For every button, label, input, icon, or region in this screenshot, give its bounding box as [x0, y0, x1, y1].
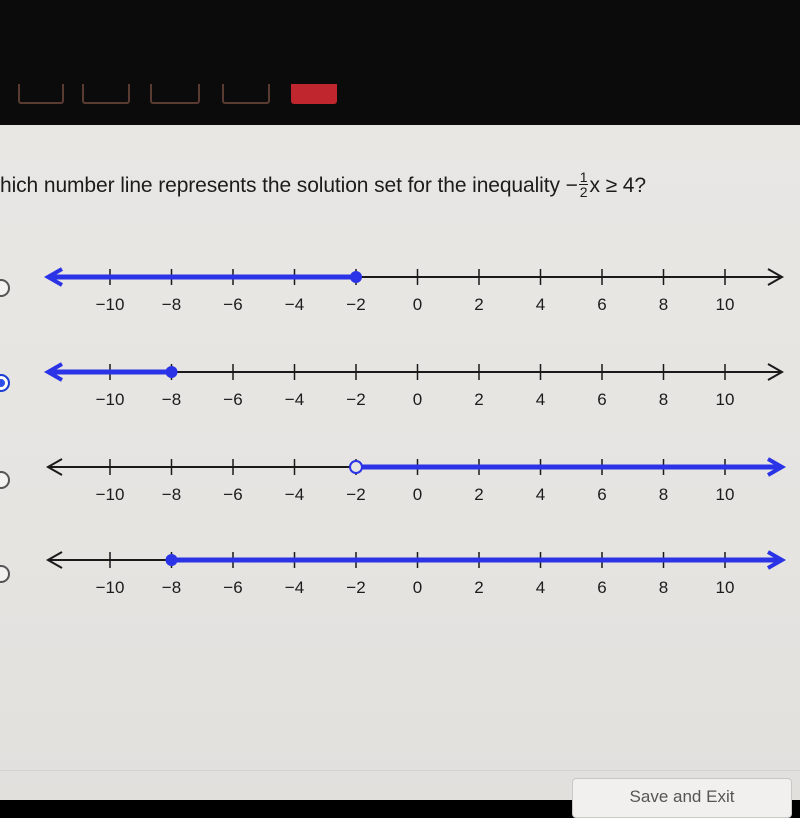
tick-label: 8 [658, 390, 669, 409]
fraction-denominator: 2 [579, 184, 588, 200]
option-b-number-line[interactable] [0, 350, 800, 430]
progress-step-3[interactable] [150, 84, 200, 104]
tick-label: −8 [161, 295, 182, 314]
question-text [0, 169, 646, 201]
endpoint-dot [350, 271, 362, 283]
tick-label: −4 [284, 485, 305, 504]
option-d-number-line[interactable] [0, 538, 800, 618]
tick-label: 10 [715, 390, 735, 409]
tick-label: 0 [412, 295, 423, 314]
tick-label: 2 [474, 390, 484, 409]
tick-label: 0 [412, 390, 423, 409]
tick-label: 10 [715, 578, 735, 597]
endpoint-dot [350, 461, 362, 473]
tick-label: −4 [284, 390, 305, 409]
tick-label: −2 [346, 295, 366, 314]
endpoint-dot [166, 554, 178, 566]
tick-label: 2 [474, 485, 484, 504]
progress-step-4[interactable] [222, 84, 270, 104]
tick-label: −10 [95, 485, 125, 504]
tick-label: −4 [284, 295, 305, 314]
fraction-numerator: 1 [579, 169, 588, 185]
tick-label: −6 [223, 390, 243, 409]
tick-label: −8 [161, 578, 182, 597]
tick-label: −6 [223, 578, 243, 597]
option-c-number-line[interactable] [0, 445, 800, 525]
fraction [579, 170, 589, 199]
tick-label: 6 [597, 485, 607, 504]
tick-label: 10 [715, 485, 735, 504]
save-and-exit-button[interactable]: Save and Exit [572, 778, 792, 818]
progress-step-current[interactable] [291, 84, 337, 104]
tick-label: −2 [346, 578, 366, 597]
tick-label: −6 [223, 485, 243, 504]
tick-label: 8 [658, 295, 669, 314]
tick-label: −10 [95, 295, 125, 314]
tick-label: 6 [597, 295, 607, 314]
tick-label: −8 [161, 390, 182, 409]
tick-label: −6 [223, 295, 243, 314]
tick-label: 8 [658, 485, 669, 504]
tick-label: 6 [597, 390, 607, 409]
tick-label: 4 [535, 485, 546, 504]
tick-label: 4 [535, 295, 546, 314]
option-a-number-line[interactable] [0, 255, 800, 335]
tick-label: −2 [346, 390, 366, 409]
tick-label: 0 [412, 485, 423, 504]
tick-label: −10 [95, 390, 125, 409]
tick-label: −8 [161, 485, 182, 504]
top-bar [0, 0, 800, 125]
tick-label: 8 [658, 578, 669, 597]
progress-step-2[interactable] [82, 84, 130, 104]
progress-step-1[interactable] [18, 84, 64, 104]
tick-label: −4 [284, 578, 305, 597]
footer-divider [0, 770, 800, 771]
tick-label: 2 [474, 295, 484, 314]
tick-label: 0 [412, 578, 423, 597]
tick-label: 10 [715, 295, 735, 314]
tick-label: 2 [474, 578, 484, 597]
question-prefix: hich number line represents the solution set for the inequality − [0, 174, 578, 198]
tick-label: −2 [346, 485, 366, 504]
tick-label: −10 [95, 578, 125, 597]
question-suffix: x ≥ 4? [589, 174, 646, 198]
tick-label: 4 [535, 578, 546, 597]
tick-label: 4 [535, 390, 546, 409]
endpoint-dot [166, 366, 178, 378]
tick-label: 6 [597, 578, 607, 597]
